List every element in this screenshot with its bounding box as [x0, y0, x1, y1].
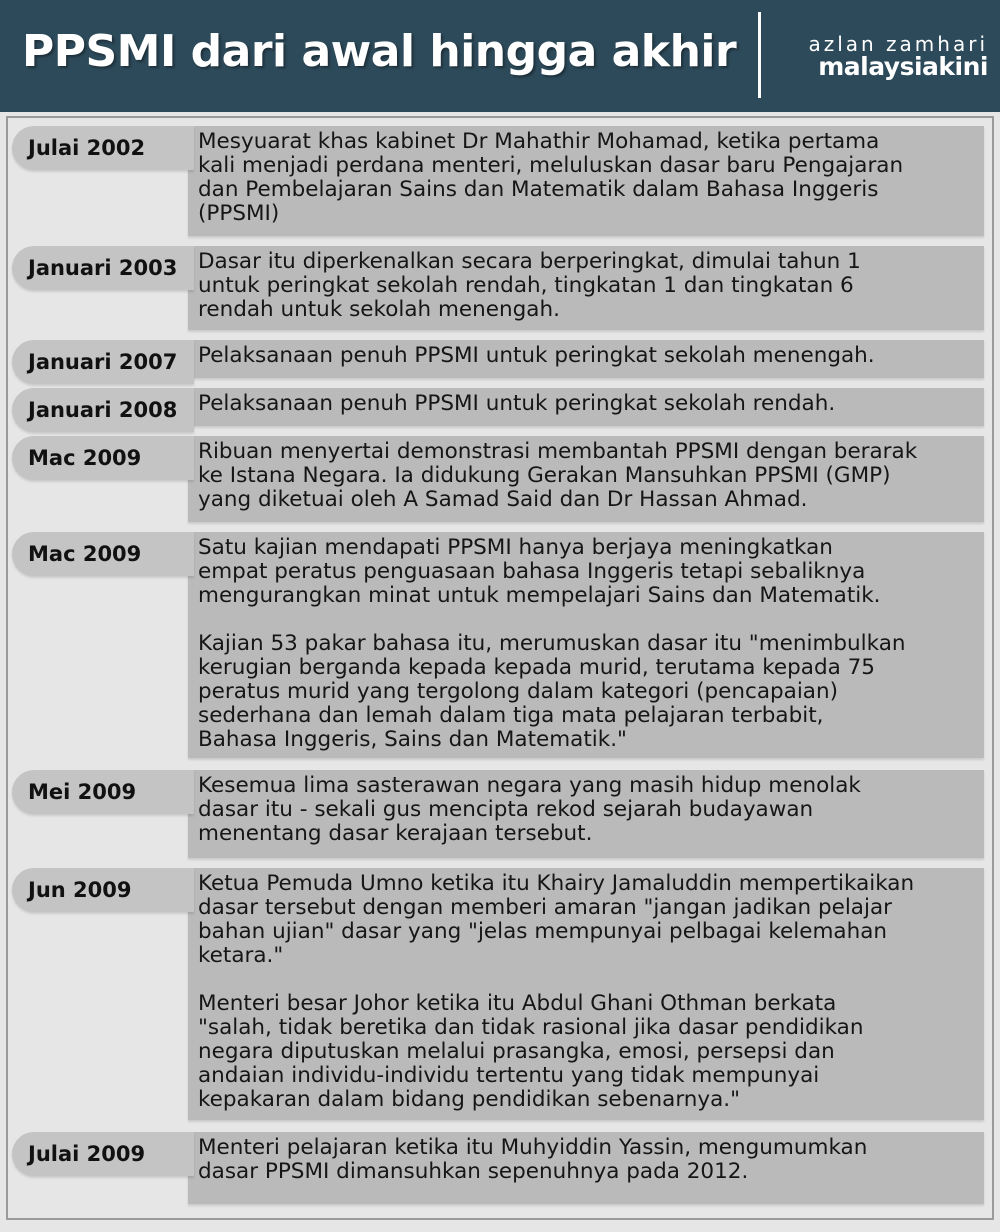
entry-paragraph: Ribuan menyertai demonstrasi membantah PPSMI dengan berarak ke Istana Negara. Ia didukung Gerakan Mansuhkan PPSMI (GMP) yang diketuai oleh A Samad Said dan Dr Hassan Ahmad. — [198, 439, 918, 512]
entry-date-tab: Julai 2009 — [12, 1132, 194, 1176]
entry-paragraph: Pelaksanaan penuh PPSMI untuk peringkat sekolah rendah. — [198, 391, 836, 416]
header-banner — [0, 0, 1000, 112]
entry-date-tab: Mei 2009 — [12, 770, 194, 814]
entry-description-box — [188, 770, 984, 858]
entry-paragraph: Satu kajian mendapati PPSMI hanya berjaya meningkatkan empat peratus penguasaan bahasa Inggeris tetapi sebaliknya mengurangkan minat untuk mempelajari Sains dan Matematik. — [198, 535, 881, 608]
entry-description-box — [188, 868, 984, 1120]
entry-date-tab: Januari 2007 — [12, 340, 194, 384]
entry-paragraph: Kajian 53 pakar bahasa itu, merumuskan dasar itu "menimbulkan kerugian berganda kepada kepada murid, terutama kepada 75 peratus murid yang tergolong dalam kategori (pencapaian) sederhana dan lemah dalam tiga mata pelajaran terbabit, Bahasa Inggeris, Sains dan Matematik." — [198, 631, 906, 752]
entry-paragraph: Menteri besar Johor ketika itu Abdul Ghani Othman berkata "salah, tidak beretika dan tidak rasional jika dasar pendidikan negara diputuskan melalui prasangka, emosi, persepsi dan andaian individu-individu tertentu yang tidak mempunyai kepakaran dalam bidang pendidikan sebenarnya." — [198, 991, 864, 1112]
entry-date-tab: Januari 2008 — [12, 388, 194, 432]
entry-paragraph: Pelaksanaan penuh PPSMI untuk peringkat sekolah menengah. — [198, 343, 875, 368]
author-credit: azlan zamhari — [808, 32, 988, 56]
entry-paragraph: Dasar itu diperkenalkan secara berperingkat, dimulai tahun 1 untuk peringkat sekolah rendah, tingkatan 1 dan tingkatan 6 rendah untuk sekolah menengah. — [198, 249, 861, 322]
entry-date-tab: Jun 2009 — [12, 868, 194, 912]
entry-paragraph: Mesyuarat khas kabinet Dr Mahathir Mohamad, ketika pertama kali menjadi perdana menteri, meluluskan dasar baru Pengajaran dan Pembelajaran Sains dan Matematik dalam Bahasa Inggeris (PPSMI) — [198, 129, 904, 226]
entry-paragraph: Ketua Pemuda Umno ketika itu Khairy Jamaluddin mempertikaikan dasar tersebut dengan memberi amaran "jangan jadikan pelajar bahan ujian" dasar yang "jelas mempunyai pelbagai kelemahan ketara." — [198, 871, 915, 968]
entry-description-box — [188, 388, 984, 426]
page-title: PPSMI dari awal hingga akhir — [22, 26, 737, 77]
entry-date-tab: Mac 2009 — [12, 532, 194, 576]
entry-description-box — [188, 1132, 984, 1204]
entry-description-box — [188, 246, 984, 330]
entry-date-tab: Julai 2002 — [12, 126, 194, 170]
entry-description-box — [188, 532, 984, 758]
entry-date-tab: Januari 2003 — [12, 246, 194, 290]
header-divider — [758, 12, 761, 98]
entry-paragraph: Kesemua lima sasterawan negara yang masih hidup menolak dasar itu - sekali gus mencipta rekod sejarah budayawan menentang dasar kerajaan tersebut. — [198, 773, 861, 846]
entry-description-box — [188, 126, 984, 236]
entry-description-box — [188, 340, 984, 378]
entry-paragraph: Menteri pelajaran ketika itu Muhyiddin Yassin, mengumumkan dasar PPSMI dimansuhkan sepenuhnya pada 2012. — [198, 1135, 868, 1184]
brand-logo: malaysiakini — [818, 52, 988, 81]
entry-description-box — [188, 436, 984, 522]
entry-date-tab: Mac 2009 — [12, 436, 194, 480]
